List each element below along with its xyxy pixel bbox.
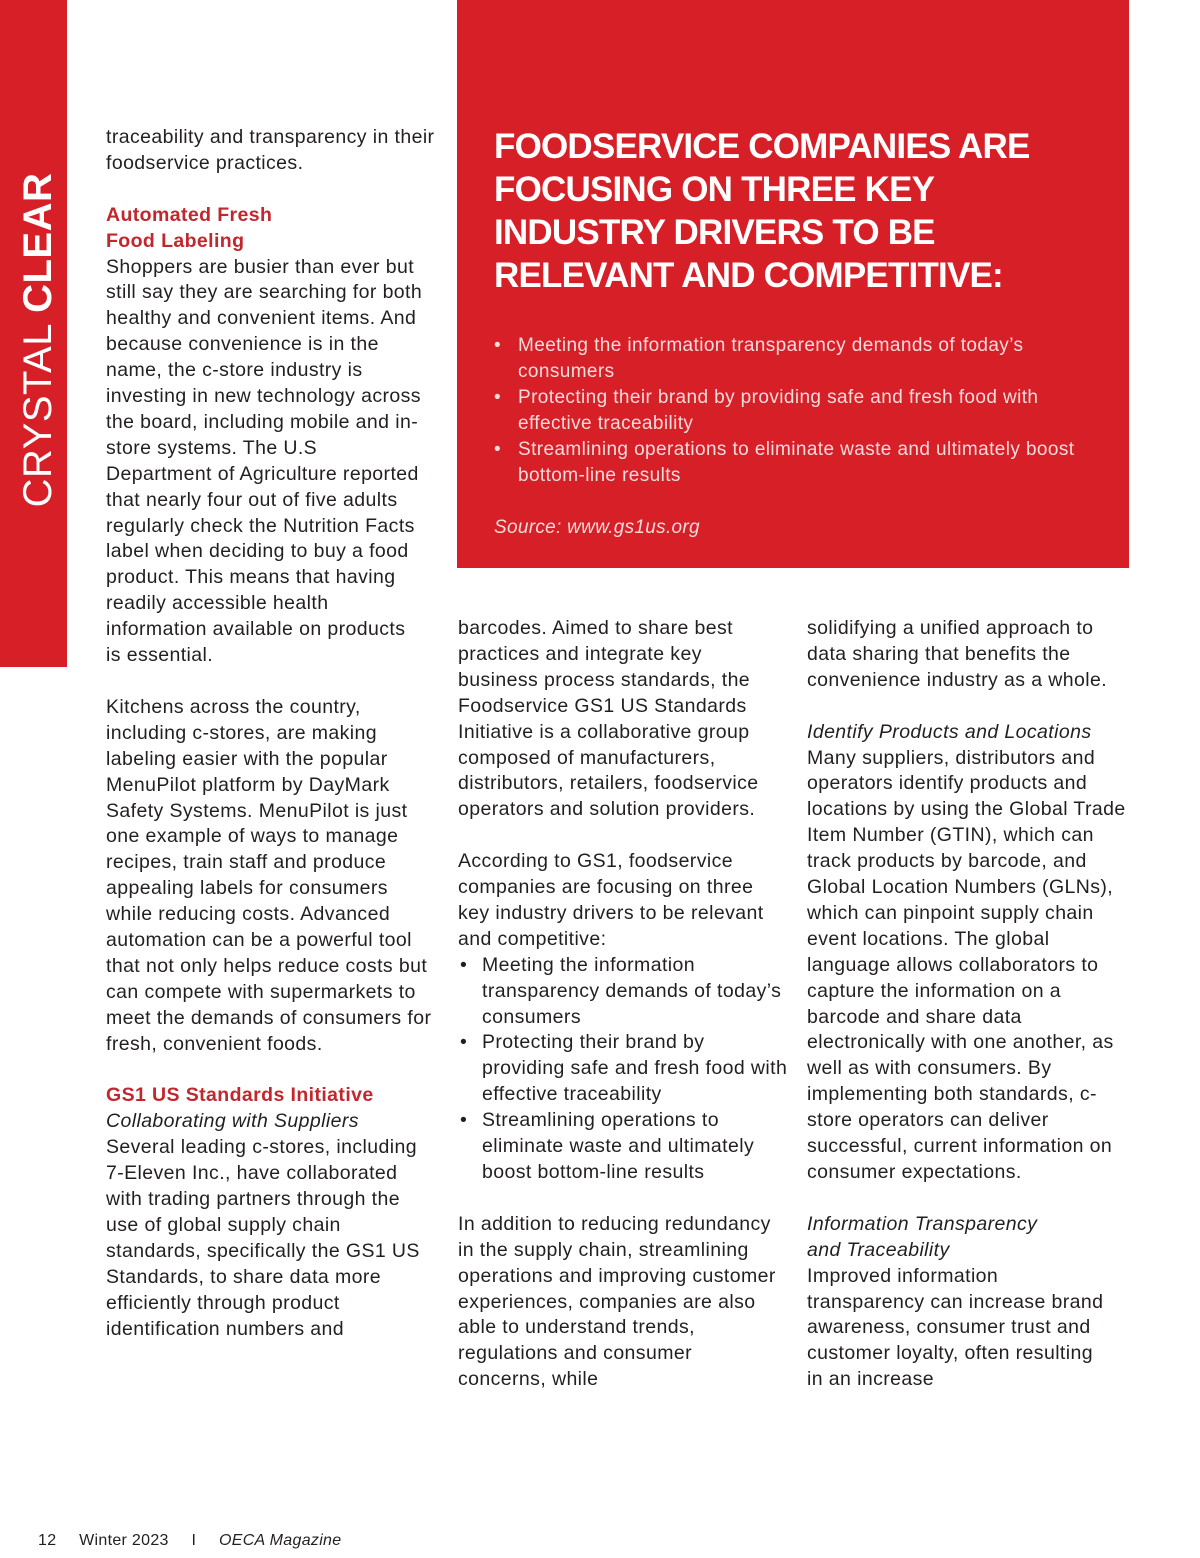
callout-list: [494, 333, 1099, 489]
paragraph-many: Many suppliers, distributors and operators identify products and locations by using the Global Trade Item Number (GTIN), which can track products by barcode, and Global Location Numbers (GLNs), which can pinpoint supply chain event locations. The global language allows collaborators to capture the information on a barcode and share data electronically with one another, as well as with consumers. By implementing both standards, c-store operators can deliver successful, current information on consumer expectations.: [807, 746, 1126, 1184]
callout-bullet: • Meeting the information transparency demands of today’s consumers: [494, 333, 1099, 385]
section-label-light: CRYSTAL: [16, 312, 60, 508]
heading-automated-labeling: Automated Fresh Food Labeling: [106, 203, 273, 252]
section-label: [18, 173, 58, 508]
article-column-1: [106, 125, 436, 1343]
paragraph-kitchens: Kitchens across the country, including c-stores, are making labeling easier with the popular MenuPilot platform by DayMark Safety Systems. MenuPilot is just one example of ways to manage recipes, train staff and produce appealing labels for consumers while reducing costs. Advanced automation can be a powerful tool that not only helps reduce costs but can compete with supermarkets to meet the demands of consumers for fresh, convenient foods.: [106, 695, 432, 1055]
section-label-bold: CLEAR: [16, 172, 60, 313]
paragraph-barcodes: barcodes. Aimed to share best practices and integrate key business process standards, the Foodservice GS1 US Standards Initiative is a collaborative group composed of manufacturers, distributors, retailers, foodservice operators and solution providers.: [458, 617, 759, 821]
magazine-name: OECA Magazine: [218, 1532, 342, 1549]
paragraph-addition: In addition to reducing redundancy in the supply chain, streamlining operations and improving customer experiences, companies are also able to understand trends, regulations and consumer concerns, while: [458, 1212, 776, 1391]
section-tab: [0, 0, 67, 667]
paragraph-improved: Improved information transparency can increase brand awareness, consumer trust and customer loyalty, often resulting in an increase: [807, 1264, 1104, 1391]
paragraph-several: Several leading c-stores, including 7-Eleven Inc., have collaborated with trading partners through the use of global supply chain standards, specifically the GS1 US Standards, to share data more efficiently through product identification numbers and: [106, 1136, 420, 1340]
paragraph-solidifying: solidifying a unified approach to data sharing that benefits the convenience industry as a whole.: [807, 617, 1108, 691]
paragraph-shoppers: Shoppers are busier than ever but still say they are searching for both healthy and convenient items. And because convenience is in the name, the c-store industry is investing in new technology across the board, including mobile and in-store systems. The U.S Department of Agriculture reported that nearly four out of five adults regularly check the Nutrition Facts label when deciding to buy a food product. This means that having readily accessible health information available on products is essential.: [106, 255, 423, 667]
heading-gs1-initiative: GS1 US Standards Initiative: [106, 1084, 374, 1107]
article-column-2: [458, 616, 788, 1393]
footer-separator: I: [191, 1532, 197, 1549]
article-column-3: [807, 616, 1137, 1393]
drivers-list: [458, 953, 788, 1186]
page-number: 12: [38, 1532, 57, 1549]
callout-title: FOODSERVICE COMPANIES ARE FOCUSING ON THREE KEY INDUSTRY DRIVERS TO BE RELEVANT AND COMPETITIVE:: [494, 127, 1030, 295]
callout-source: Source: www.gs1us.org: [494, 517, 700, 538]
drivers-list-item: • Meeting the information transparency demands of today’s consumers: [458, 953, 788, 1031]
paragraph-according: According to GS1, foodservice companies are focusing on three key industry drivers to be relevant and competitive:: [458, 850, 764, 950]
callout-box: [457, 0, 1129, 568]
subheading-identify: Identify Products and Locations: [807, 720, 1092, 743]
subheading-information: Information Transparency and Traceability: [807, 1212, 1038, 1261]
callout-bullet: • Protecting their brand by providing safe and fresh food with effective traceability: [494, 385, 1099, 437]
drivers-list-item: • Streamlining operations to eliminate waste and ultimately boost bottom-line results: [458, 1108, 788, 1186]
issue-date: Winter 2023: [79, 1532, 169, 1549]
paragraph-intro: traceability and transparency in their foodservice practices.: [106, 126, 435, 174]
subheading-collaborating: Collaborating with Suppliers: [106, 1110, 359, 1133]
page-footer: [38, 1531, 359, 1551]
callout-bullet: • Streamlining operations to eliminate waste and ultimately boost bottom-line results: [494, 437, 1099, 489]
drivers-list-item: • Protecting their brand by providing safe and fresh food with effective traceability: [458, 1030, 788, 1108]
